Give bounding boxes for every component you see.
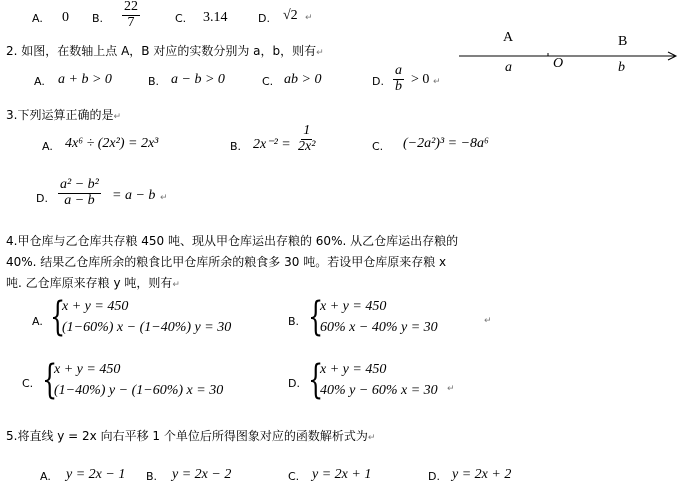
q2-b-label: B. [148, 75, 160, 88]
q2-a-value: a + b > 0 [58, 72, 112, 87]
q4-a-eq2: (1−60%) x − (1−40%) y = 30 [62, 320, 232, 335]
return-mark: ↵ [113, 112, 121, 122]
point-a-label: a [505, 60, 512, 75]
q4-d-eq2: 40% y − 60% x = 30 [320, 383, 438, 398]
q3-b-num: 1 [303, 123, 311, 138]
q4-a-label: A. [32, 315, 43, 328]
q3-stem-text: 3.下列运算正确的是 [6, 108, 114, 122]
q2-d-den: b [395, 78, 402, 94]
q2-c-value: ab > 0 [284, 72, 322, 87]
return-mark: ↵ [484, 316, 492, 326]
q4-d-brace: { [308, 357, 324, 403]
q1-a-value: 0 [62, 10, 69, 25]
q4-c-system [54, 359, 223, 401]
q3-d-num: a² − b² [60, 177, 99, 192]
q2-b-value: a − b > 0 [171, 72, 225, 87]
q3-c-value: (−2a²)³ = −8a⁶ [403, 136, 489, 151]
q2-d-label: D. [372, 75, 384, 88]
q1-b-num: 22 [124, 0, 138, 14]
q5-stem-text: 5.将直线 y = 2x 向右平移 1 个单位后所得图象对应的函数解析式为 [6, 429, 368, 443]
q1-a-label: A. [32, 12, 43, 25]
q3-d-label: D. [36, 192, 48, 205]
q1-d-label: D. [258, 12, 270, 25]
q2-stem [6, 42, 324, 59]
q1-b-label: B. [92, 12, 104, 25]
q2-a-label: A. [34, 75, 45, 88]
q5-a-label: A. [40, 470, 51, 483]
q1-b-den: 7 [127, 14, 135, 30]
q4-a-eq1: x + y = 450 [62, 299, 129, 314]
point-B-label: B [618, 34, 628, 49]
point-b-label: b [618, 60, 625, 75]
q2-d-num: a [395, 63, 402, 78]
q5-d-label: D. [428, 470, 440, 483]
return-mark: ↵ [433, 77, 441, 87]
return-mark: ↵ [316, 48, 324, 58]
q4-stem-line3: 吨. 乙仓库原来存粮 y 吨，则有 [6, 276, 173, 290]
q5-a-value: y = 2x − 1 [66, 467, 126, 482]
q1-c-value: 3.14 [203, 10, 228, 25]
number-line-axis [455, 40, 681, 75]
q4-b-brace: { [308, 294, 324, 340]
return-mark: ↵ [172, 280, 180, 290]
q3-d-den: a − b [64, 192, 95, 208]
q4-d-eq1: x + y = 450 [320, 362, 387, 377]
return-mark: ↵ [447, 384, 455, 394]
point-A-label: A [503, 30, 514, 45]
q4-c-eq1: x + y = 450 [54, 362, 121, 377]
q2-stem-text: 2. 如图，在数轴上点 A，B 对应的实数分别为 a，b，则有 [6, 44, 317, 58]
q3-b-label: B. [230, 140, 242, 153]
q4-c-brace: { [42, 357, 58, 403]
q4-d-label: D. [288, 377, 300, 390]
q1-d-value: √2 [283, 8, 298, 23]
q3-d-fraction [58, 178, 101, 208]
return-mark: ↵ [160, 193, 168, 203]
q1-b-fraction [122, 0, 140, 30]
q4-d-system [320, 359, 438, 401]
q4-stem-line2: 40%. 结果乙仓库所余的粮食比甲仓库所余的粮食多 30 吨。若设甲仓库原来存粮 x [6, 255, 447, 269]
q3-a-label: A. [42, 140, 53, 153]
q4-b-eq1: x + y = 450 [320, 299, 387, 314]
q5-c-label: C. [288, 470, 300, 483]
q3-b-left: 2x⁻² = [253, 137, 291, 152]
q5-stem [6, 427, 375, 444]
q5-d-value: y = 2x + 2 [452, 467, 512, 482]
q3-c-label: C. [372, 140, 384, 153]
q2-d-rest: > 0 [411, 72, 430, 87]
q4-a-system [62, 296, 231, 338]
q4-c-eq2: (1−40%) y − (1−60%) x = 30 [54, 383, 224, 398]
q4-a-brace: { [50, 294, 66, 340]
q4-stem [6, 231, 458, 296]
q4-stem-line3-wrap [6, 273, 458, 296]
return-mark: ↵ [305, 13, 313, 23]
q3-a-value: 4x⁶ ÷ (2x²) = 2x³ [65, 136, 159, 151]
q3-d-rest: = a − b [112, 188, 156, 203]
q3-stem [6, 106, 121, 123]
return-mark: ↵ [367, 433, 376, 443]
q5-c-value: y = 2x + 1 [312, 467, 372, 482]
q3-b-den: 2x² [298, 138, 316, 154]
q3-b-fraction [296, 124, 317, 154]
q4-c-label: C. [22, 377, 34, 390]
q4-b-system [320, 296, 438, 338]
q4-b-label: B. [288, 315, 300, 328]
q1-c-label: C. [175, 12, 187, 25]
q2-c-label: C. [262, 75, 274, 88]
q5-b-value: y = 2x − 2 [172, 467, 232, 482]
q4-stem-line1: 4.甲仓库与乙仓库共存粮 450 吨、现从甲仓库运出存粮的 60%. 从乙仓库运出存粮的 [6, 234, 459, 248]
q2-d-fraction [393, 64, 404, 94]
q4-b-eq2: 60% x − 40% y = 30 [320, 320, 438, 335]
origin-label: O [553, 56, 564, 71]
q5-b-label: B. [146, 470, 158, 483]
